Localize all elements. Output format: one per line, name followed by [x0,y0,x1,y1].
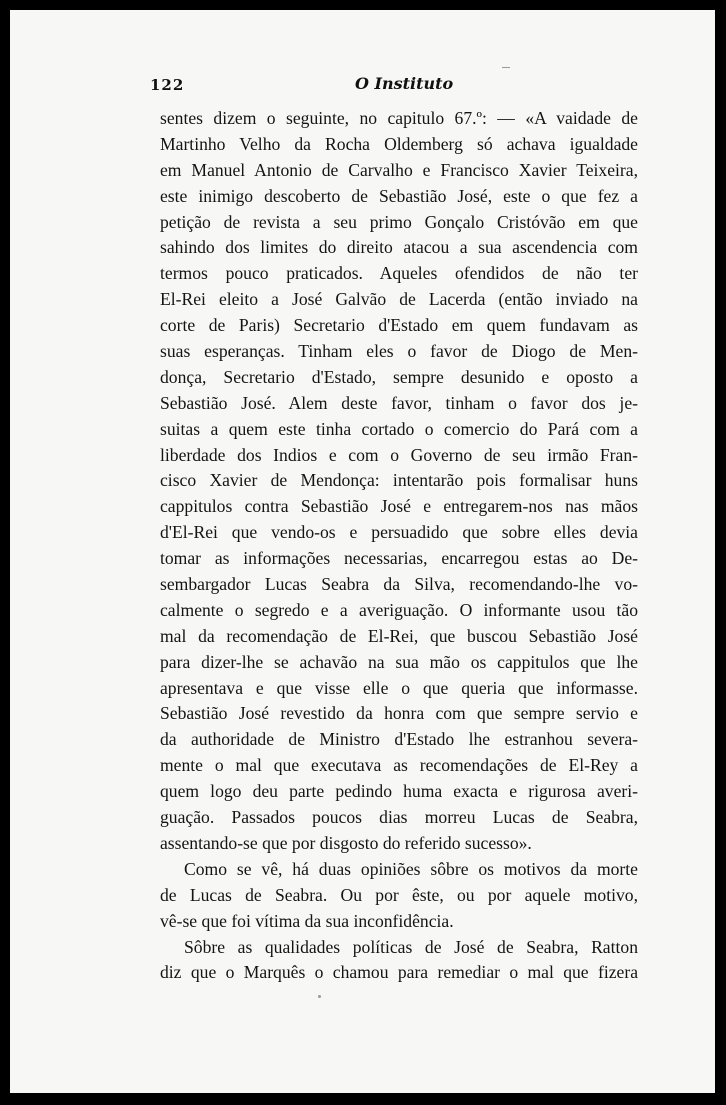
text-line: cappitulos contra Sebastião José e entregarem-nos nas mãos [160,496,638,517]
text-line: para dizer-lhe se achavão na sua mão os cappitulos que lhe [160,651,638,672]
text-line: donça, Secretario d'Estado, sempre desunido e oposto a [160,366,638,387]
text-line: Como se vê, há duas opiniões sôbre os motivos da morte [184,858,638,879]
text-line: mal da recomendação de El-Rei, que buscou Sebastião José [160,625,638,646]
text-line: da authoridade de Ministro d'Estado lhe estranhou severa- [160,729,638,750]
text-line: mente o mal que executava as recomendações de El-Rey a [160,755,638,776]
text-line: d'El-Rei que vendo-os e persuadido que sobre elles devia [160,522,638,543]
text-line: calmente o segredo e a averiguação. O informante usou tão [160,599,638,620]
text-line: quem logo deu parte pedindo huma exacta e rigurosa averi- [160,781,638,802]
running-title: O Instituto [355,74,454,93]
text-line: petição de revista a seu primo Gonçalo Cristóvão em que [160,211,638,232]
text-line: Martinho Velho da Rocha Oldemberg só achava igualdade [160,133,638,154]
text-line: Sebastião José revestido da honra com que sempre servio e [160,703,638,724]
text-line: Sôbre as qualidades políticas de José de Seabra, Ratton [184,936,638,957]
body-text [160,106,638,986]
text-line: liberdade dos Indios e com o Governo de seu irmão Fran- [160,444,638,465]
text-line: suitas a quem este tinha cortado o comercio do Pará com a [160,418,638,439]
page-number: 122 [150,76,185,94]
text-line: sahindo dos limites do direito atacou a sua ascendencia com [160,237,638,258]
text-line: El-Rei eleito a José Galvão de Lacerda (então inviado na [160,289,638,310]
text-line: este inimigo descoberto de Sebastião José, este o que fez a [160,185,638,206]
text-line: em Manuel Antonio de Carvalho e Francisco Xavier Teixeira, [160,159,638,180]
text-line: de Lucas de Seabra. Ou por êste, ou por aquele motivo, [160,884,638,905]
text-line: cisco Xavier de Mendonça: intentarão pois formalisar huns [160,470,638,491]
page-header [150,68,610,98]
text-line: termos pouco praticados. Aqueles ofendidos de não ter [160,263,638,284]
text-line: vê-se que foi vítima da sua inconfidência. [160,910,454,931]
speck [318,995,321,998]
text-line: Sebastião José. Alem deste favor, tinham o favor dos je- [160,392,638,413]
text-line: sembargador Lucas Seabra da Silva, recomendando-lhe vo- [160,574,638,595]
text-line: assentando-se que por disgosto do referido sucesso». [160,832,532,853]
text-line: corte de Paris) Secretario d'Estado em quem fundavam as [160,315,638,336]
text-line: suas esperanças. Tinham eles o favor de Diogo de Men- [160,341,638,362]
text-line: apresentava e que visse elle o que queria que informasse. [160,677,638,698]
text-line: guação. Passados poucos dias morreu Lucas de Seabra, [160,807,638,828]
text-line: tomar as informações necessarias, encarregou estas ao De- [160,548,638,569]
document-page [10,10,715,1093]
text-line: sentes dizem o seguinte, no capitulo 67.º: — «A vaidade de [160,108,638,128]
text-line: diz que o Marquês o chamou para remediar o mal que fizera [160,962,638,983]
